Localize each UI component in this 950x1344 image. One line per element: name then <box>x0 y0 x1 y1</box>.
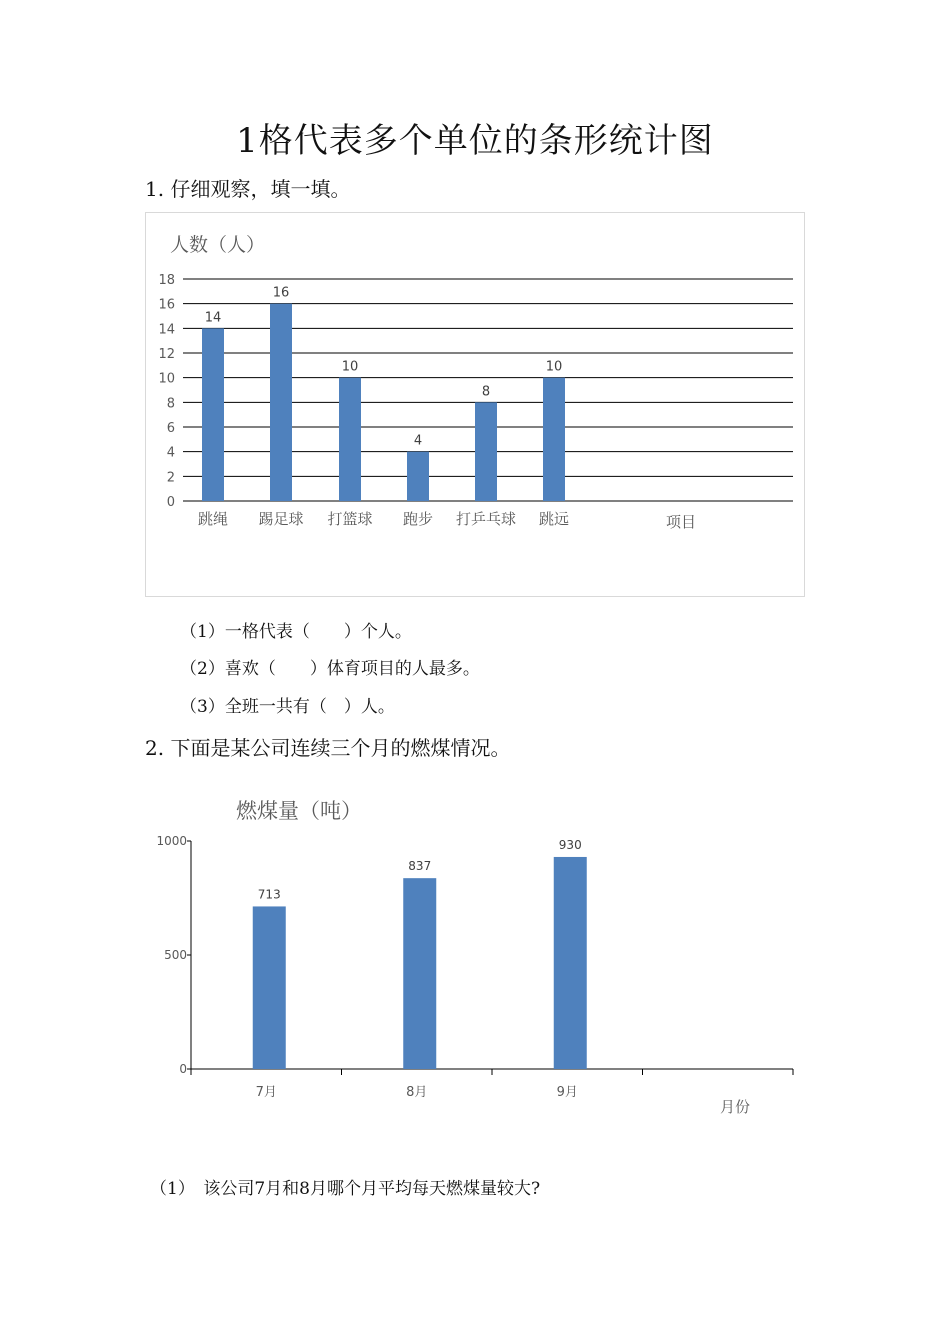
chart1-y-tick-label: 0 <box>166 495 175 510</box>
chart2-bar <box>253 906 286 1069</box>
chart1-y-tick-label: 2 <box>166 470 175 486</box>
chart1-category-label: 踢足球 <box>258 510 304 528</box>
chart1-category-label: 跳绳 <box>197 510 229 528</box>
chart2-category-label: 9月 <box>556 1085 578 1100</box>
chart2-category-label: 7月 <box>255 1085 277 1100</box>
chart1-y-axis-title: 人数（人） <box>170 234 266 256</box>
chart1-data-label: 4 <box>413 433 423 449</box>
chart1-y-tick-label: 16 <box>158 297 175 313</box>
chart2-data-label: 930 <box>558 837 582 852</box>
chart1-y-tick-label: 10 <box>158 371 175 387</box>
chart2-category-label: 8月 <box>406 1085 428 1100</box>
question-2-1: （1） 该公司7月和8月哪个月平均每天燃煤量较大? <box>150 1179 541 1199</box>
chart2-y-tick-label: 500 <box>164 948 187 962</box>
chart1-y-tick-label: 12 <box>158 347 175 362</box>
chart1-y-tick-label: 4 <box>166 445 175 461</box>
chart1-bar <box>202 328 224 501</box>
chart2-data-label: 713 <box>257 887 281 902</box>
question-1-1: （1）一格代表（ ）个人。 <box>180 622 412 642</box>
chart1-x-axis-title: 项目 <box>665 513 697 531</box>
chart1-y-tick-label: 8 <box>166 396 175 412</box>
chart1-bar <box>543 378 565 501</box>
chart1-category-label: 跑步 <box>402 510 434 528</box>
chart1-data-label: 10 <box>545 359 563 375</box>
chart1-bar <box>407 452 429 501</box>
chart1-y-tick-label: 6 <box>166 421 175 436</box>
chart2-y-tick-label: 1000 <box>156 834 187 848</box>
section1-heading: 1. 仔细观察，填一填。 <box>145 177 351 201</box>
chart1-category-label: 打篮球 <box>327 510 373 528</box>
chart1-y-tick-label: 18 <box>158 273 175 288</box>
chart1-bar <box>270 304 292 501</box>
chart2-data-label: 837 <box>408 859 432 874</box>
chart1-frame <box>145 212 805 597</box>
chart2-y-axis-title: 燃煤量（吨） <box>236 799 362 823</box>
chart2-coal-bar-chart <box>145 790 805 1130</box>
chart1-participation-bar-chart <box>146 213 806 598</box>
chart1-y-tick-label: 14 <box>158 322 175 338</box>
chart2-bar <box>403 878 436 1069</box>
chart1-data-label: 8 <box>481 384 491 400</box>
question-1-3: （3）全班一共有（ ）人。 <box>180 697 395 717</box>
chart1-data-label: 10 <box>341 359 359 375</box>
chart2-bar <box>554 857 587 1069</box>
chart1-category-label: 打乒乓球 <box>455 510 517 528</box>
chart1-bar <box>475 402 497 501</box>
chart2-y-tick-label: 0 <box>179 1062 187 1076</box>
chart2-x-axis-title: 月份 <box>719 1098 751 1116</box>
section2-heading: 2. 下面是某公司连续三个月的燃煤情况。 <box>145 736 511 760</box>
chart1-data-label: 14 <box>204 310 222 326</box>
chart1-bar <box>339 378 361 501</box>
chart1-category-label: 跳远 <box>538 510 570 528</box>
page-title: 1格代表多个单位的条形统计图 <box>236 121 714 161</box>
question-1-2: （2）喜欢（ ）体育项目的人最多。 <box>180 659 480 679</box>
chart1-data-label: 16 <box>272 285 290 301</box>
